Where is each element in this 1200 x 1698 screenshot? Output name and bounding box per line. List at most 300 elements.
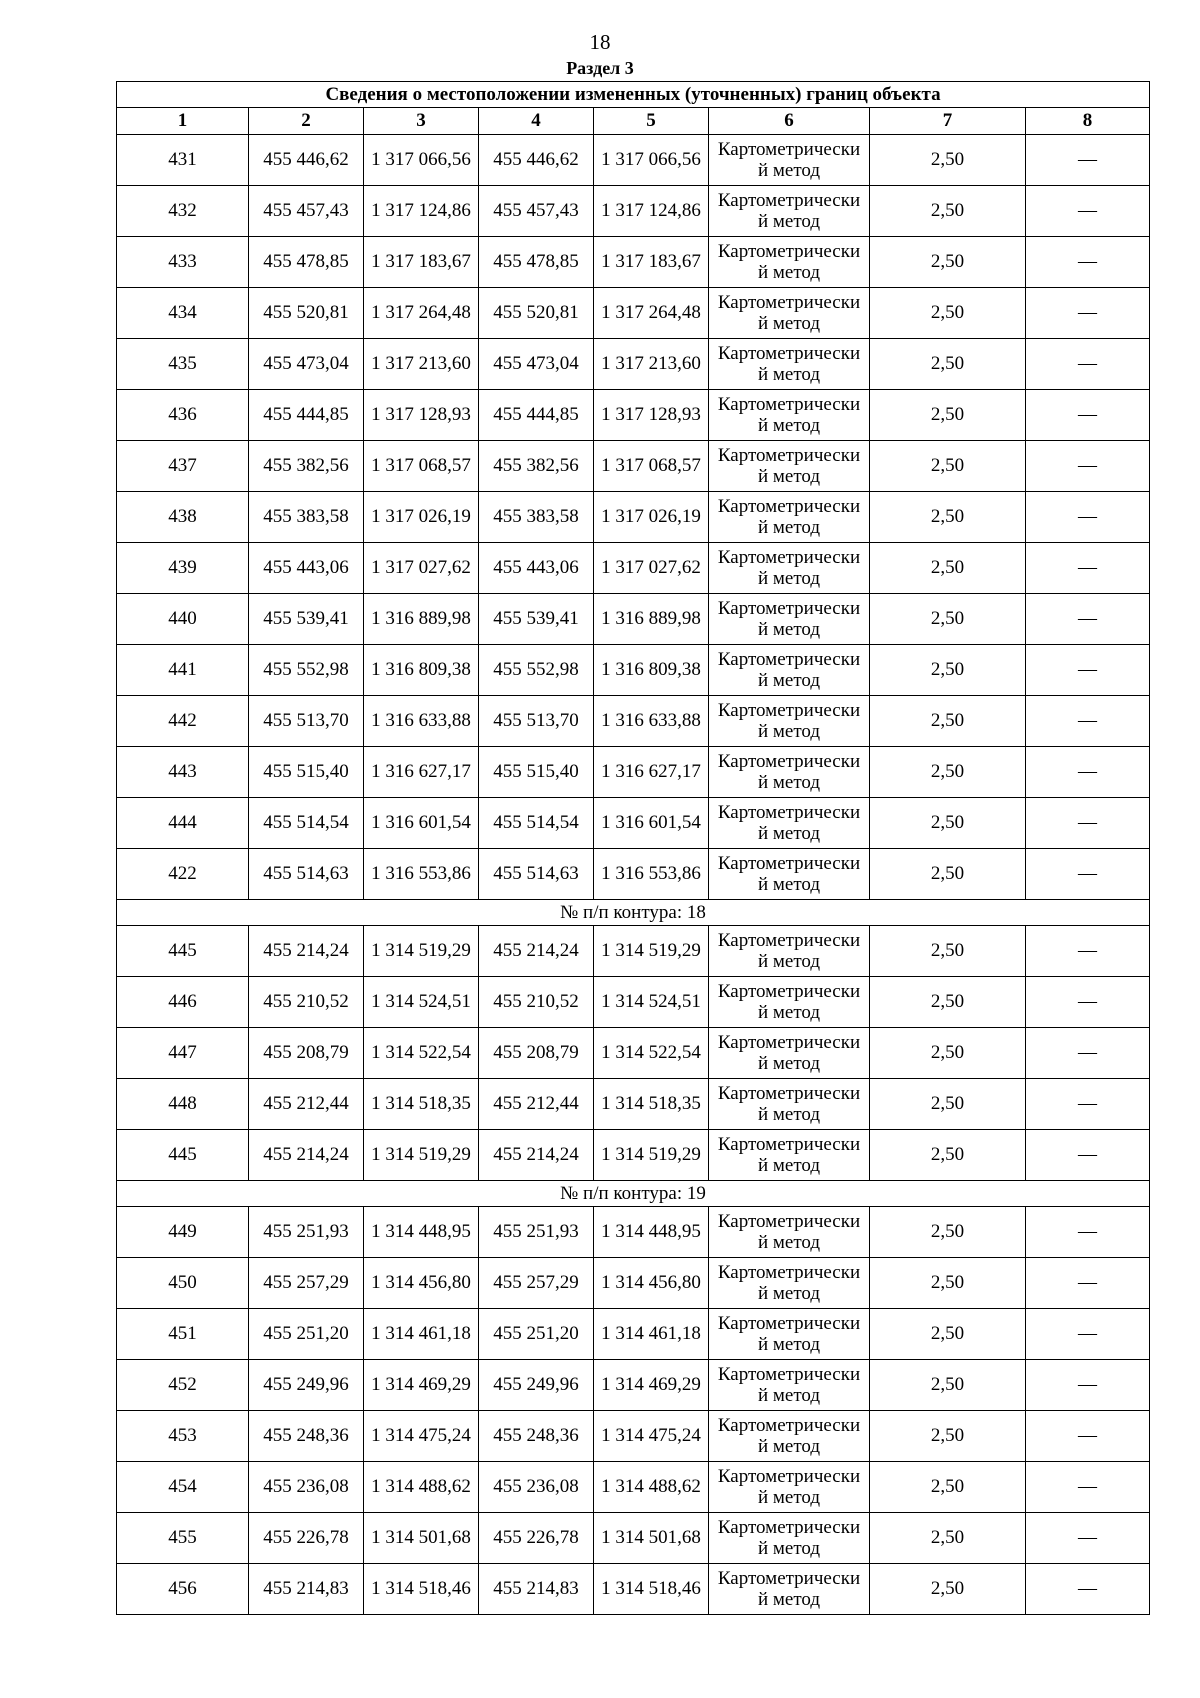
- method-text-line1: Картометрически: [717, 445, 861, 466]
- coord-y-existing: 1 317 026,19: [364, 492, 479, 543]
- method-text-line2: й метод: [757, 670, 821, 691]
- point-number: 452: [117, 1360, 249, 1411]
- coord-y-new: 1 314 475,24: [594, 1411, 709, 1462]
- description-dash: —: [1026, 237, 1150, 288]
- coord-y-new: 1 314 469,29: [594, 1360, 709, 1411]
- coord-x-new: 455 383,58: [479, 492, 594, 543]
- column-number: 8: [1026, 108, 1150, 135]
- coord-y-new: 1 317 026,19: [594, 492, 709, 543]
- method-text-line2: й метод: [757, 874, 821, 895]
- table-row: [117, 1207, 1150, 1258]
- point-number: 448: [117, 1079, 249, 1130]
- coord-x-existing: 455 514,63: [249, 849, 364, 900]
- description-dash: —: [1026, 1564, 1150, 1615]
- accuracy-value: 2,50: [870, 1411, 1026, 1462]
- column-number: 2: [249, 108, 364, 135]
- page-number: 18: [589, 30, 611, 54]
- description-dash: —: [1026, 1207, 1150, 1258]
- method-text-line2: й метод: [757, 1589, 821, 1610]
- coord-x-existing: 455 443,06: [249, 543, 364, 594]
- accuracy-value: 2,50: [870, 237, 1026, 288]
- coord-y-existing: 1 314 488,62: [364, 1462, 479, 1513]
- coord-x-new: 455 514,54: [479, 798, 594, 849]
- coord-x-existing: 455 383,58: [249, 492, 364, 543]
- method-cell: [709, 135, 870, 186]
- description-dash: —: [1026, 977, 1150, 1028]
- description-dash: —: [1026, 747, 1150, 798]
- point-number: 453: [117, 1411, 249, 1462]
- coord-y-existing: 1 314 522,54: [364, 1028, 479, 1079]
- point-number: 433: [117, 237, 249, 288]
- coord-x-new: 455 443,06: [479, 543, 594, 594]
- coord-y-new: 1 317 183,67: [594, 237, 709, 288]
- coord-x-new: 455 248,36: [479, 1411, 594, 1462]
- coord-x-existing: 455 457,43: [249, 186, 364, 237]
- accuracy-value: 2,50: [870, 977, 1026, 1028]
- accuracy-value: 2,50: [870, 1079, 1026, 1130]
- method-cell: [709, 441, 870, 492]
- point-number: 446: [117, 977, 249, 1028]
- point-number: 447: [117, 1028, 249, 1079]
- table-row: [117, 135, 1150, 186]
- coord-y-existing: 1 316 809,38: [364, 645, 479, 696]
- method-text-line1: Картометрически: [717, 981, 861, 1002]
- coord-y-existing: 1 317 066,56: [364, 135, 479, 186]
- contour-header-row: [117, 1181, 1150, 1207]
- method-text-line1: Картометрически: [717, 292, 861, 313]
- table-title: Сведения о местоположении измененных (уточненных) границ объекта: [117, 82, 1150, 108]
- method-text-line2: й метод: [757, 211, 821, 232]
- accuracy-value: 2,50: [870, 441, 1026, 492]
- method-cell: [709, 645, 870, 696]
- coord-y-new: 1 314 501,68: [594, 1513, 709, 1564]
- accuracy-value: 2,50: [870, 696, 1026, 747]
- method-cell: [709, 926, 870, 977]
- point-number: 450: [117, 1258, 249, 1309]
- method-text-line1: Картометрически: [717, 598, 861, 619]
- description-dash: —: [1026, 1130, 1150, 1181]
- table-row: [117, 594, 1150, 645]
- coord-y-existing: 1 314 518,46: [364, 1564, 479, 1615]
- coord-x-new: 455 539,41: [479, 594, 594, 645]
- table-row: [117, 798, 1150, 849]
- accuracy-value: 2,50: [870, 1513, 1026, 1564]
- column-number: 1: [117, 108, 249, 135]
- coord-y-new: 1 317 068,57: [594, 441, 709, 492]
- method-text-line1: Картометрически: [717, 547, 861, 568]
- coord-x-new: 455 520,81: [479, 288, 594, 339]
- description-dash: —: [1026, 543, 1150, 594]
- table-row: [117, 1309, 1150, 1360]
- coord-y-existing: 1 314 469,29: [364, 1360, 479, 1411]
- method-cell: [709, 1130, 870, 1181]
- accuracy-value: 2,50: [870, 747, 1026, 798]
- coord-y-new: 1 314 461,18: [594, 1309, 709, 1360]
- method-text-line1: Картометрически: [717, 1568, 861, 1589]
- boundary-coordinates-table: [116, 81, 1150, 1615]
- description-dash: —: [1026, 339, 1150, 390]
- description-dash: —: [1026, 798, 1150, 849]
- method-text-line2: й метод: [757, 1155, 821, 1176]
- coord-y-new: 1 314 456,80: [594, 1258, 709, 1309]
- coord-y-existing: 1 314 456,80: [364, 1258, 479, 1309]
- accuracy-value: 2,50: [870, 135, 1026, 186]
- coord-y-existing: 1 317 124,86: [364, 186, 479, 237]
- method-text-line2: й метод: [757, 1436, 821, 1457]
- contour-label-prefix: № п/п контура:: [560, 901, 683, 923]
- method-text-line2: й метод: [757, 160, 821, 181]
- method-text-line2: й метод: [757, 721, 821, 742]
- method-text-line1: Картометрически: [717, 1083, 861, 1104]
- method-cell: [709, 1079, 870, 1130]
- accuracy-value: 2,50: [870, 798, 1026, 849]
- description-dash: —: [1026, 1258, 1150, 1309]
- coord-y-existing: 1 317 213,60: [364, 339, 479, 390]
- method-cell: [709, 594, 870, 645]
- method-text-line1: Картометрически: [717, 1211, 861, 1232]
- accuracy-value: 2,50: [870, 1309, 1026, 1360]
- table-row: [117, 1462, 1150, 1513]
- coord-y-existing: 1 314 461,18: [364, 1309, 479, 1360]
- coord-y-existing: 1 314 519,29: [364, 1130, 479, 1181]
- description-dash: —: [1026, 135, 1150, 186]
- accuracy-value: 2,50: [870, 594, 1026, 645]
- point-number: 436: [117, 390, 249, 441]
- coord-y-new: 1 316 633,88: [594, 696, 709, 747]
- coord-x-existing: 455 257,29: [249, 1258, 364, 1309]
- point-number: 456: [117, 1564, 249, 1615]
- coord-y-new: 1 316 889,98: [594, 594, 709, 645]
- accuracy-value: 2,50: [870, 339, 1026, 390]
- coord-x-new: 455 210,52: [479, 977, 594, 1028]
- column-number-row: [117, 108, 1150, 135]
- method-text-line2: й метод: [757, 1385, 821, 1406]
- method-text-line2: й метод: [757, 313, 821, 334]
- accuracy-value: 2,50: [870, 543, 1026, 594]
- table-row: [117, 492, 1150, 543]
- table-row: [117, 1360, 1150, 1411]
- coord-y-new: 1 314 488,62: [594, 1462, 709, 1513]
- description-dash: —: [1026, 492, 1150, 543]
- accuracy-value: 2,50: [870, 926, 1026, 977]
- method-cell: [709, 186, 870, 237]
- coord-x-existing: 455 249,96: [249, 1360, 364, 1411]
- method-text-line2: й метод: [757, 1283, 821, 1304]
- point-number: 431: [117, 135, 249, 186]
- point-number: 432: [117, 186, 249, 237]
- table-row: [117, 645, 1150, 696]
- method-text-line1: Картометрически: [717, 649, 861, 670]
- method-text-line2: й метод: [757, 1538, 821, 1559]
- coord-y-new: 1 317 264,48: [594, 288, 709, 339]
- coord-y-existing: 1 316 627,17: [364, 747, 479, 798]
- contour-header-row: [117, 900, 1150, 926]
- accuracy-value: 2,50: [870, 1564, 1026, 1615]
- description-dash: —: [1026, 1360, 1150, 1411]
- method-text-line1: Картометрически: [717, 1415, 861, 1436]
- contour-number: 19: [686, 1182, 706, 1204]
- method-text-line1: Картометрически: [717, 394, 861, 415]
- coord-x-existing: 455 236,08: [249, 1462, 364, 1513]
- method-cell: [709, 237, 870, 288]
- method-cell: [709, 1360, 870, 1411]
- method-cell: [709, 339, 870, 390]
- description-dash: —: [1026, 645, 1150, 696]
- accuracy-value: 2,50: [870, 1360, 1026, 1411]
- coord-x-new: 455 514,63: [479, 849, 594, 900]
- method-text-line2: й метод: [757, 1232, 821, 1253]
- coord-y-existing: 1 314 501,68: [364, 1513, 479, 1564]
- table-row: [117, 441, 1150, 492]
- method-text-line1: Картометрически: [717, 496, 861, 517]
- coord-x-new: 455 382,56: [479, 441, 594, 492]
- coord-y-new: 1 317 128,93: [594, 390, 709, 441]
- method-cell: [709, 288, 870, 339]
- coord-y-new: 1 316 809,38: [594, 645, 709, 696]
- coord-y-new: 1 314 448,95: [594, 1207, 709, 1258]
- coord-x-existing: 455 552,98: [249, 645, 364, 696]
- coord-x-existing: 455 513,70: [249, 696, 364, 747]
- coord-x-new: 455 444,85: [479, 390, 594, 441]
- method-text-line2: й метод: [757, 1487, 821, 1508]
- point-number: 454: [117, 1462, 249, 1513]
- point-number: 455: [117, 1513, 249, 1564]
- coord-y-new: 1 316 601,54: [594, 798, 709, 849]
- method-cell: [709, 492, 870, 543]
- method-text-line2: й метод: [757, 466, 821, 487]
- coord-y-existing: 1 316 633,88: [364, 696, 479, 747]
- table-row: [117, 747, 1150, 798]
- coord-y-new: 1 314 522,54: [594, 1028, 709, 1079]
- accuracy-value: 2,50: [870, 288, 1026, 339]
- coord-x-existing: 455 214,83: [249, 1564, 364, 1615]
- method-text-line1: Картометрически: [717, 1313, 861, 1334]
- coord-y-existing: 1 317 183,67: [364, 237, 479, 288]
- coord-y-existing: 1 317 264,48: [364, 288, 479, 339]
- point-number: 438: [117, 492, 249, 543]
- method-cell: [709, 1207, 870, 1258]
- method-cell: [709, 747, 870, 798]
- table-row: [117, 849, 1150, 900]
- table-row: [117, 926, 1150, 977]
- coord-x-existing: 455 214,24: [249, 1130, 364, 1181]
- coord-y-existing: 1 314 524,51: [364, 977, 479, 1028]
- point-number: 435: [117, 339, 249, 390]
- method-text-line1: Картометрически: [717, 751, 861, 772]
- description-dash: —: [1026, 1462, 1150, 1513]
- coord-x-existing: 455 248,36: [249, 1411, 364, 1462]
- coord-x-new: 455 251,93: [479, 1207, 594, 1258]
- table-row: [117, 288, 1150, 339]
- method-text-line1: Картометрически: [717, 241, 861, 262]
- coord-y-new: 1 314 524,51: [594, 977, 709, 1028]
- method-text-line1: Картометрически: [717, 700, 861, 721]
- method-text-line1: Картометрически: [717, 930, 861, 951]
- table-row: [117, 1564, 1150, 1615]
- method-cell: [709, 390, 870, 441]
- method-text-line1: Картометрически: [717, 853, 861, 874]
- method-text-line1: Картометрически: [717, 1032, 861, 1053]
- point-number: 422: [117, 849, 249, 900]
- contour-label: [117, 1181, 1150, 1207]
- method-cell: [709, 1028, 870, 1079]
- method-cell: [709, 1462, 870, 1513]
- method-text-line1: Картометрически: [717, 1262, 861, 1283]
- table-row: [117, 1513, 1150, 1564]
- contour-number: 18: [686, 901, 706, 923]
- coord-x-existing: 455 226,78: [249, 1513, 364, 1564]
- coord-y-existing: 1 317 068,57: [364, 441, 479, 492]
- method-cell: [709, 543, 870, 594]
- contour-label-prefix: № п/п контура:: [560, 1182, 683, 1204]
- coord-y-existing: 1 316 601,54: [364, 798, 479, 849]
- accuracy-value: 2,50: [870, 1258, 1026, 1309]
- coord-x-new: 455 212,44: [479, 1079, 594, 1130]
- accuracy-value: 2,50: [870, 1207, 1026, 1258]
- point-number: 442: [117, 696, 249, 747]
- coord-x-existing: 455 514,54: [249, 798, 364, 849]
- coord-x-new: 455 214,83: [479, 1564, 594, 1615]
- coord-x-new: 455 249,96: [479, 1360, 594, 1411]
- coord-x-existing: 455 251,93: [249, 1207, 364, 1258]
- description-dash: —: [1026, 186, 1150, 237]
- table-row: [117, 696, 1150, 747]
- method-text-line2: й метод: [757, 568, 821, 589]
- column-number: 5: [594, 108, 709, 135]
- coord-x-new: 455 552,98: [479, 645, 594, 696]
- coord-y-new: 1 316 553,86: [594, 849, 709, 900]
- method-cell: [709, 696, 870, 747]
- description-dash: —: [1026, 696, 1150, 747]
- coord-y-new: 1 317 213,60: [594, 339, 709, 390]
- coord-y-existing: 1 314 448,95: [364, 1207, 479, 1258]
- accuracy-value: 2,50: [870, 645, 1026, 696]
- point-number: 445: [117, 1130, 249, 1181]
- coord-x-existing: 455 520,81: [249, 288, 364, 339]
- coord-x-new: 455 251,20: [479, 1309, 594, 1360]
- method-text-line1: Картометрически: [717, 1517, 861, 1538]
- method-cell: [709, 1564, 870, 1615]
- description-dash: —: [1026, 594, 1150, 645]
- description-dash: —: [1026, 390, 1150, 441]
- description-dash: —: [1026, 1309, 1150, 1360]
- coord-x-new: 455 236,08: [479, 1462, 594, 1513]
- coord-x-new: 455 214,24: [479, 1130, 594, 1181]
- coord-x-existing: 455 473,04: [249, 339, 364, 390]
- method-text-line2: й метод: [757, 364, 821, 385]
- coord-y-new: 1 317 066,56: [594, 135, 709, 186]
- table-row: [117, 186, 1150, 237]
- table-title-row: [117, 82, 1150, 108]
- coord-y-new: 1 314 519,29: [594, 1130, 709, 1181]
- method-text-line2: й метод: [757, 517, 821, 538]
- point-number: 437: [117, 441, 249, 492]
- description-dash: —: [1026, 1411, 1150, 1462]
- column-number: 6: [709, 108, 870, 135]
- column-number: 3: [364, 108, 479, 135]
- description-dash: —: [1026, 288, 1150, 339]
- contour-label: [117, 900, 1150, 926]
- coord-x-new: 455 208,79: [479, 1028, 594, 1079]
- coord-x-existing: 455 212,44: [249, 1079, 364, 1130]
- coord-x-new: 455 226,78: [479, 1513, 594, 1564]
- description-dash: —: [1026, 1513, 1150, 1564]
- coord-y-existing: 1 317 027,62: [364, 543, 479, 594]
- method-text-line1: Картометрически: [717, 190, 861, 211]
- point-number: 444: [117, 798, 249, 849]
- method-cell: [709, 1258, 870, 1309]
- coord-y-new: 1 317 027,62: [594, 543, 709, 594]
- accuracy-value: 2,50: [870, 186, 1026, 237]
- coord-x-new: 455 473,04: [479, 339, 594, 390]
- coord-y-existing: 1 317 128,93: [364, 390, 479, 441]
- table-row: [117, 1028, 1150, 1079]
- method-text-line1: Картометрически: [717, 1364, 861, 1385]
- section-title: Раздел 3: [566, 58, 634, 78]
- method-text-line1: Картометрически: [717, 1134, 861, 1155]
- table-row: [117, 237, 1150, 288]
- method-text-line2: й метод: [757, 1104, 821, 1125]
- method-text-line2: й метод: [757, 1334, 821, 1355]
- table-row: [117, 1258, 1150, 1309]
- coord-x-existing: 455 515,40: [249, 747, 364, 798]
- method-text-line2: й метод: [757, 1002, 821, 1023]
- coord-x-new: 455 515,40: [479, 747, 594, 798]
- coord-x-existing: 455 539,41: [249, 594, 364, 645]
- method-text-line1: Картометрически: [717, 139, 861, 160]
- point-number: 434: [117, 288, 249, 339]
- coord-x-new: 455 257,29: [479, 1258, 594, 1309]
- point-number: 440: [117, 594, 249, 645]
- point-number: 441: [117, 645, 249, 696]
- accuracy-value: 2,50: [870, 849, 1026, 900]
- coord-x-new: 455 214,24: [479, 926, 594, 977]
- method-text-line2: й метод: [757, 262, 821, 283]
- coord-x-new: 455 513,70: [479, 696, 594, 747]
- coord-y-existing: 1 314 519,29: [364, 926, 479, 977]
- method-cell: [709, 977, 870, 1028]
- method-text-line2: й метод: [757, 772, 821, 793]
- coord-y-new: 1 314 519,29: [594, 926, 709, 977]
- method-text-line2: й метод: [757, 619, 821, 640]
- coord-x-new: 455 457,43: [479, 186, 594, 237]
- table-row: [117, 390, 1150, 441]
- method-text-line1: Картометрически: [717, 343, 861, 364]
- coord-x-existing: 455 208,79: [249, 1028, 364, 1079]
- method-text-line2: й метод: [757, 823, 821, 844]
- description-dash: —: [1026, 441, 1150, 492]
- description-dash: —: [1026, 1028, 1150, 1079]
- coord-x-existing: 455 214,24: [249, 926, 364, 977]
- method-cell: [709, 1411, 870, 1462]
- coord-x-existing: 455 382,56: [249, 441, 364, 492]
- accuracy-value: 2,50: [870, 1462, 1026, 1513]
- method-text-line2: й метод: [757, 415, 821, 436]
- coord-x-existing: 455 446,62: [249, 135, 364, 186]
- method-text-line1: Картометрически: [717, 1466, 861, 1487]
- method-text-line2: й метод: [757, 1053, 821, 1074]
- description-dash: —: [1026, 849, 1150, 900]
- coord-x-existing: 455 251,20: [249, 1309, 364, 1360]
- accuracy-value: 2,50: [870, 1130, 1026, 1181]
- coord-y-new: 1 316 627,17: [594, 747, 709, 798]
- accuracy-value: 2,50: [870, 390, 1026, 441]
- point-number: 449: [117, 1207, 249, 1258]
- method-cell: [709, 849, 870, 900]
- coord-x-existing: 455 444,85: [249, 390, 364, 441]
- coord-y-new: 1 314 518,35: [594, 1079, 709, 1130]
- point-number: 439: [117, 543, 249, 594]
